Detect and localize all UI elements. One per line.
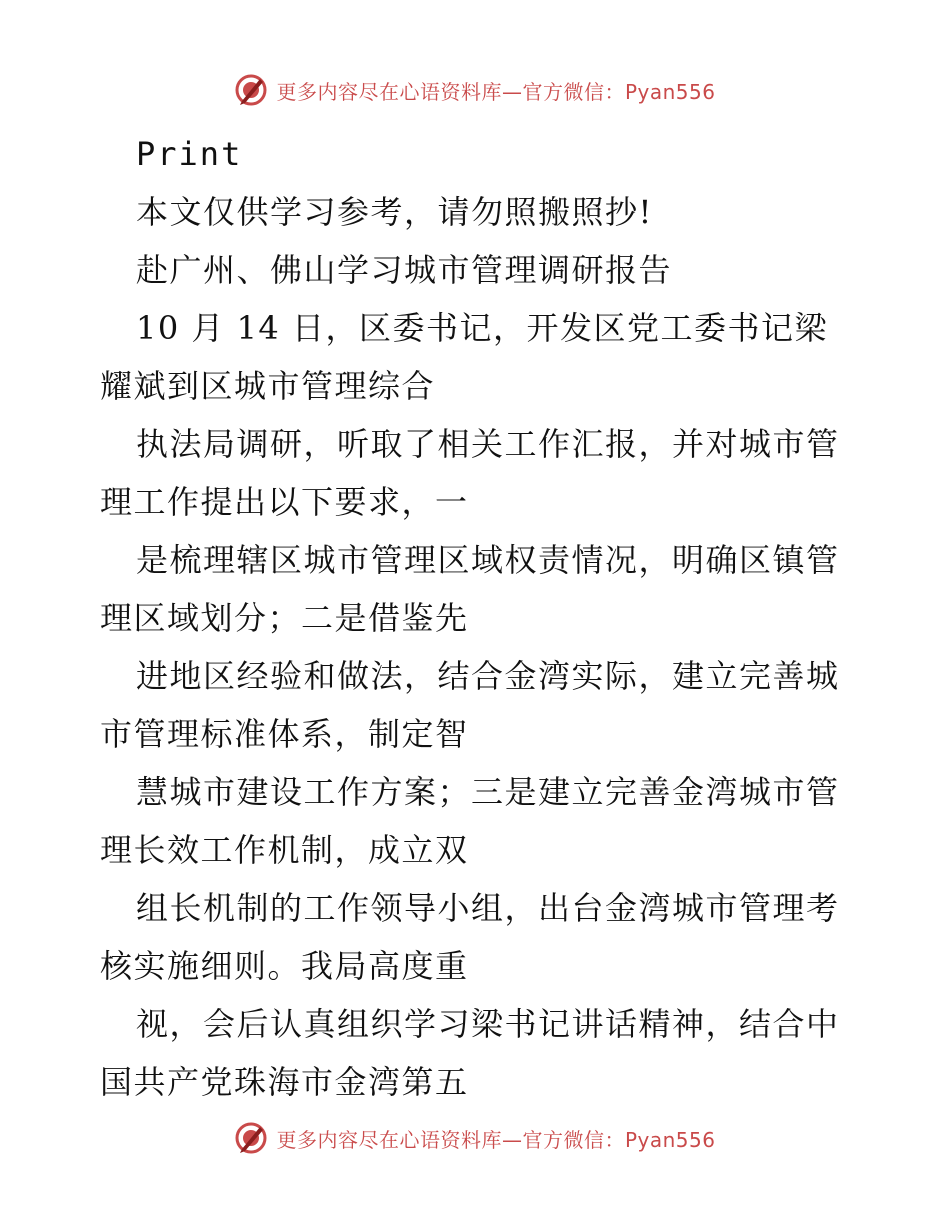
doc-line-print: Print xyxy=(136,135,243,173)
doc-line: 执法局调研，听取了相关工作汇报，并对城市管 xyxy=(136,425,840,463)
doc-line: 10 月 14 日，区委书记，开发区党工委书记梁 xyxy=(136,309,828,347)
doc-line: 国共产党珠海市金湾第五 xyxy=(100,1063,469,1101)
doc-title: 赴广州、佛山学习城市管理调研报告 xyxy=(136,251,673,289)
doc-line: 慧城市建设工作方案；三是建立完善金湾城市管 xyxy=(136,773,840,811)
pen-logo-icon xyxy=(234,73,268,107)
doc-line: 核实施细则。我局高度重 xyxy=(100,947,469,985)
doc-line-disclaimer: 本文仅供学习参考，请勿照搬照抄! xyxy=(136,193,653,231)
footer-watermark xyxy=(0,1118,950,1158)
doc-line: 耀斌到区城市管理综合 xyxy=(100,367,436,405)
watermark-text: 更多内容尽在心语资料库—官方微信：Pyan556 xyxy=(276,1127,716,1152)
doc-line: 组长机制的工作领导小组，出台金湾城市管理考 xyxy=(136,889,840,927)
doc-line: 理区域划分；二是借鉴先 xyxy=(100,599,469,637)
doc-line: 理工作提出以下要求，一 xyxy=(100,483,469,521)
pen-logo-icon xyxy=(234,1121,268,1155)
header-watermark xyxy=(0,70,950,110)
doc-line: 视，会后认真组织学习梁书记讲话精神，结合中 xyxy=(136,1005,840,1043)
doc-line: 进地区经验和做法，结合金湾实际，建立完善城 xyxy=(136,657,840,695)
doc-line: 市管理标准体系，制定智 xyxy=(100,715,469,753)
document-body xyxy=(100,125,860,1111)
watermark-text: 更多内容尽在心语资料库—官方微信：Pyan556 xyxy=(276,79,716,104)
doc-line: 是梳理辖区城市管理区域权责情况，明确区镇管 xyxy=(136,541,840,579)
doc-line: 理长效工作机制，成立双 xyxy=(100,831,469,869)
